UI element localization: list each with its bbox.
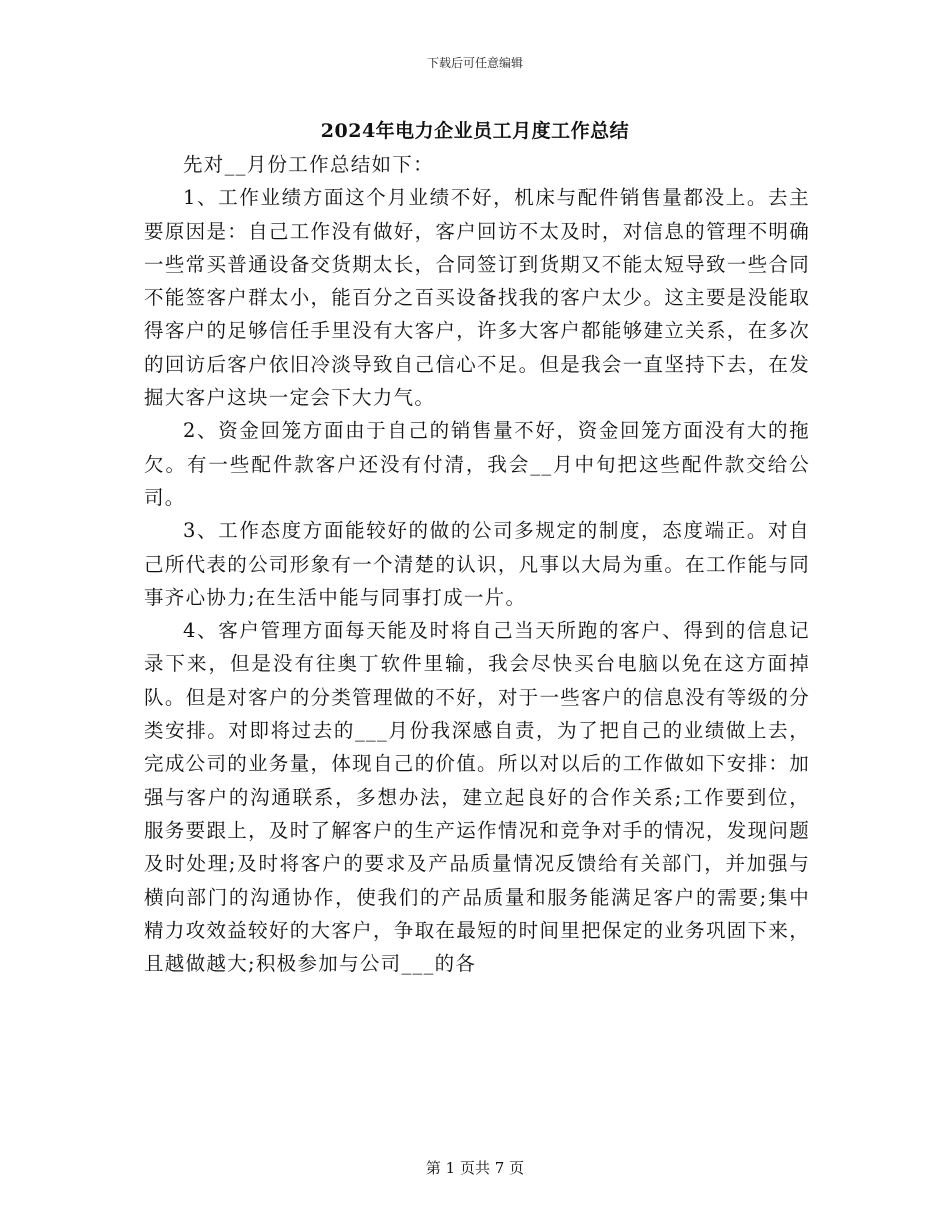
document-body — [144, 148, 810, 980]
paragraph-customer-management: 4、客户管理方面每天能及时将自己当天所跑的客户、得到的信息记录下来，但是没有往奥丁软件里输，我会尽快买台电脑以免在这方面掉队。但是对客户的分类管理做的不好，对于一些客户的信息没有等级的分类安排。对即将过去的___月份我深感自责，为了把自己的业绩做上去，完成公司的业务量，体现自己的价值。所以对以后的工作做如下安排：加强与客户的沟通联系，多想办法，建立起良好的合作关系;工作要到位，服务要跟上，及时了解客户的生产运作情况和竞争对手的情况，发现问题及时处理;及时将客户的要求及产品质量情况反馈给有关部门，并加强与横向部门的沟通协作，使我们的产品质量和服务能满足客户的需要;集中精力攻效益较好的大客户，争取在最短的时间里把保定的业务巩固下来，且越做越大;积极参加与公司___的各 — [144, 619, 810, 976]
paragraph-work-attitude: 3、工作态度方面能较好的做的公司多规定的制度，态度端正。对自己所代表的公司形象有一个清楚的认识，凡事以大局为重。在工作能与同事齐心协力;在生活中能与同事打成一片。 — [144, 519, 810, 609]
paragraph-performance: 1、工作业绩方面这个月业绩不好，机床与配件销售量都没上。去主要原因是：自己工作没有做好，客户回访不太及时，对信息的管理不明确一些常买普通设备交货期太长，合同签订到货期又不能太短导致一些合同不能签客户群太小，能百分之百买设备找我的客户太少。这主要是没能取得客户的足够信任手里没有大客户，许多大客户都能够建立关系，在多次的回访后客户依旧冷淡导致自己信心不足。但是我会一直坚持下去，在发掘大客户这块一定会下大力气。 — [144, 186, 810, 410]
paragraph-funds-recovery: 2、资金回笼方面由于自己的销售量不好，资金回笼方面没有大的拖欠。有一些配件款客户还没有付清，我会__月中旬把这些配件款交给公司。 — [144, 419, 810, 509]
paragraph-intro: 先对__月份工作总结如下： — [183, 153, 434, 176]
header-note: 下载后可任意编辑 — [426, 56, 523, 70]
page-number: 第 1 页共 7 页 — [425, 1159, 525, 1177]
document-title: 2024年电力企业员工月度工作总结 — [320, 120, 630, 142]
